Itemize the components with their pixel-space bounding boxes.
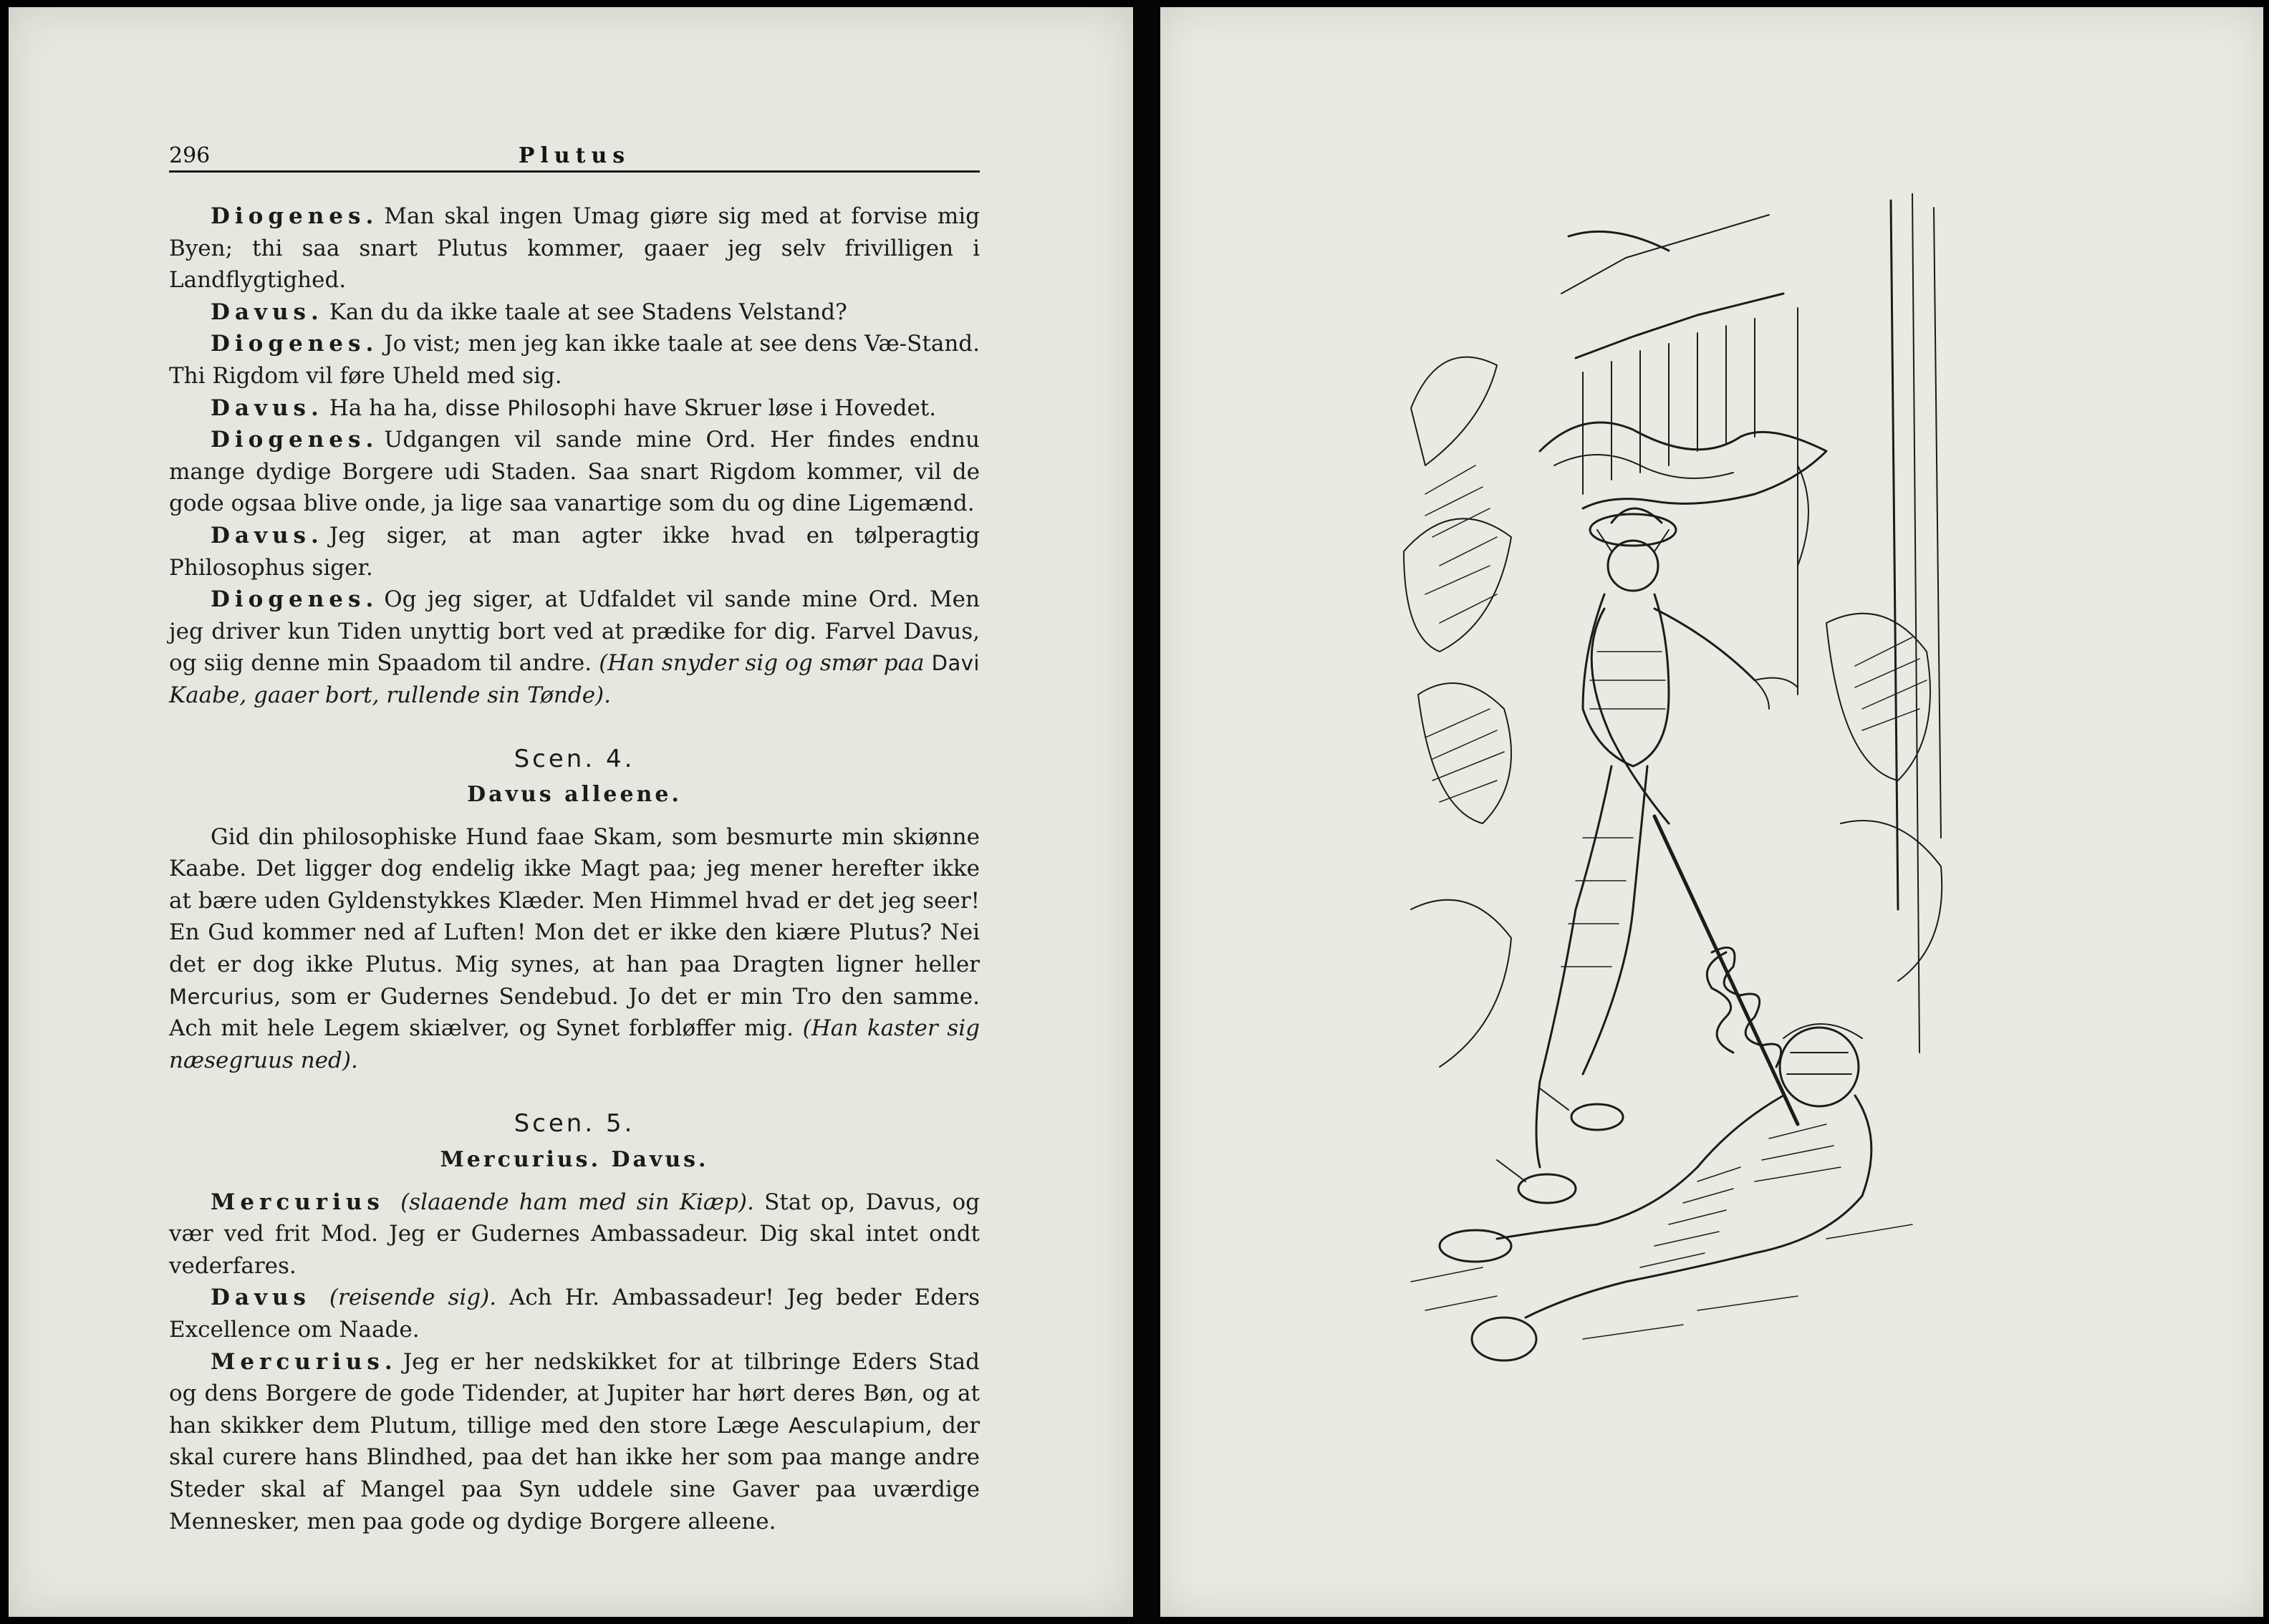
monologue-paragraph	[169, 821, 980, 1077]
dialogue-text: Jeg siger, at man agter ikke hvad en tølperagtig Philosophus siger.	[169, 522, 980, 581]
dialogue-text: have Skruer løse i Hovedet.	[616, 395, 937, 421]
stage-direction: Kaabe, gaaer bort, rullende sin Tønde).	[169, 682, 611, 708]
dialogue-text: Jo vist; men jeg kan ikke taale at see dens Væ-Stand. Thi Rigdom vil føre Uheld med sig.	[169, 331, 980, 389]
dialogue-paragraph	[169, 392, 980, 425]
speaker-name: Davus.	[211, 395, 324, 421]
page-number: 296	[169, 143, 211, 168]
dialogue-paragraph	[169, 1186, 980, 1282]
speaker-name: Davus.	[211, 299, 324, 325]
dialogue-text: , der skal curere hans Blindhed, paa det han ikke her som paa mange andre Steder skal af Mangel paa Syn uddele sine Gaver paa uværdige Mennesker, men paa gode og dydige Borgere alleene.	[169, 1412, 981, 1534]
dialogue-paragraph	[169, 520, 980, 584]
scene-persons: Davus alleene.	[467, 782, 682, 808]
engraving-mercurius-and-davus-icon	[1397, 193, 1970, 1425]
dialogue-paragraph	[169, 1346, 980, 1538]
dialogue-text: , som er Gudernes Sendebud. Jo det er min Tro den samme. Ach mit hele Legem skiælver, og Synet forbløffer mig.	[169, 983, 980, 1042]
speaker-name: Diogenes.	[211, 586, 379, 613]
dialogue-text: Udgangen vil sande mine Ord. Her findes endnu mange dydige Borgere udi Staden. Saa snart Rigdom kommer, vil de gode ogsaa blive onde, ja lige saa vanartige som du og dine Ligemænd.	[169, 427, 980, 517]
dialogue-paragraph	[169, 296, 980, 329]
stage-direction: (Han snyder sig og smør paa	[592, 650, 932, 677]
dialogue-text: Man skal ingen Umag giøre sig med at forvise mig Byen; thi saa snart Plutus kommer, gaaer jeg selv frivilligen i Landflygtighed.	[169, 203, 980, 294]
running-head	[169, 143, 980, 173]
speaker-name: Mercurius	[211, 1189, 385, 1215]
scene-heading: Scen. 4.	[514, 744, 635, 773]
running-title: Plutus	[518, 143, 631, 168]
dialogue-text: Gid din philosophiske Hund faae Skam, som besmurte min skiønne Kaabe. Det ligger dog endelig ikke Magt paa; jeg mener herefter ikke at bære uden Gyldenstykkes Klæder. Men Himmel hvad er det jeg seer! En Gud kommer ned af Luften! Mon det er ikke den kiære Plutus? Nei det er dog ikke Plutus. Mig synes, at han paa Dragten ligner heller	[169, 823, 980, 978]
dialogue-text: Jeg er her nedskikket for at tilbringe Eders Stad og dens Borgere de gode Tidender, at Jupiter har hørt deres Bøn, og at han skikker dem Plutum, tillige med den store Læge	[169, 1348, 980, 1439]
text-block	[169, 200, 980, 1537]
latin-text: Mercurius	[169, 984, 274, 1009]
dialogue-text: Stat op, Davus, og vær ved frit Mod. Jeg er Gudernes Ambassadeur. Dig skal intet ondt vederfares.	[169, 1189, 980, 1279]
dialogue-paragraph	[169, 1282, 980, 1345]
stage-direction: (slaaende ham med sin Kiæp).	[390, 1189, 765, 1215]
dialogue-text: Kan du da ikke taale at see Stadens Velstand?	[329, 299, 847, 325]
dialogue-text: Ha ha ha,	[329, 395, 445, 421]
dialogue-paragraph	[169, 200, 980, 296]
dialogue-text: Og jeg siger, at Udfaldet vil sande mine Ord. Men jeg driver kun Tiden unyttig bort ved at prædike for dig. Farvel Davus, og siig denne min Spaadom til andre.	[169, 586, 980, 677]
scene-heading: Scen. 5.	[514, 1109, 635, 1139]
latin-text: Aesculapium	[789, 1413, 926, 1438]
speaker-name: Diogenes.	[211, 427, 379, 453]
header-rule	[169, 170, 980, 173]
book-spine	[1133, 0, 1160, 1624]
latin-text: disse Philosophi	[445, 395, 617, 420]
speaker-name: Diogenes.	[211, 331, 379, 357]
speaker-name: Diogenes.	[211, 203, 379, 229]
stage-direction: (reisende sig).	[316, 1285, 510, 1311]
speaker-name: Davus	[211, 1285, 311, 1311]
dialogue-paragraph	[169, 424, 980, 520]
scene-persons: Mercurius. Davus.	[440, 1147, 709, 1173]
speaker-name: Mercurius.	[211, 1348, 398, 1375]
dialogue-paragraph	[169, 328, 980, 392]
speaker-name: Davus.	[211, 522, 324, 548]
dialogue-text: Ach Hr. Ambassadeur! Jeg beder Eders Excellence om Naade.	[169, 1285, 980, 1343]
stage-direction: (Han kaster sig næsegruus ned).	[169, 1015, 980, 1073]
latin-text: Davi	[931, 651, 980, 676]
dialogue-paragraph	[169, 584, 980, 711]
